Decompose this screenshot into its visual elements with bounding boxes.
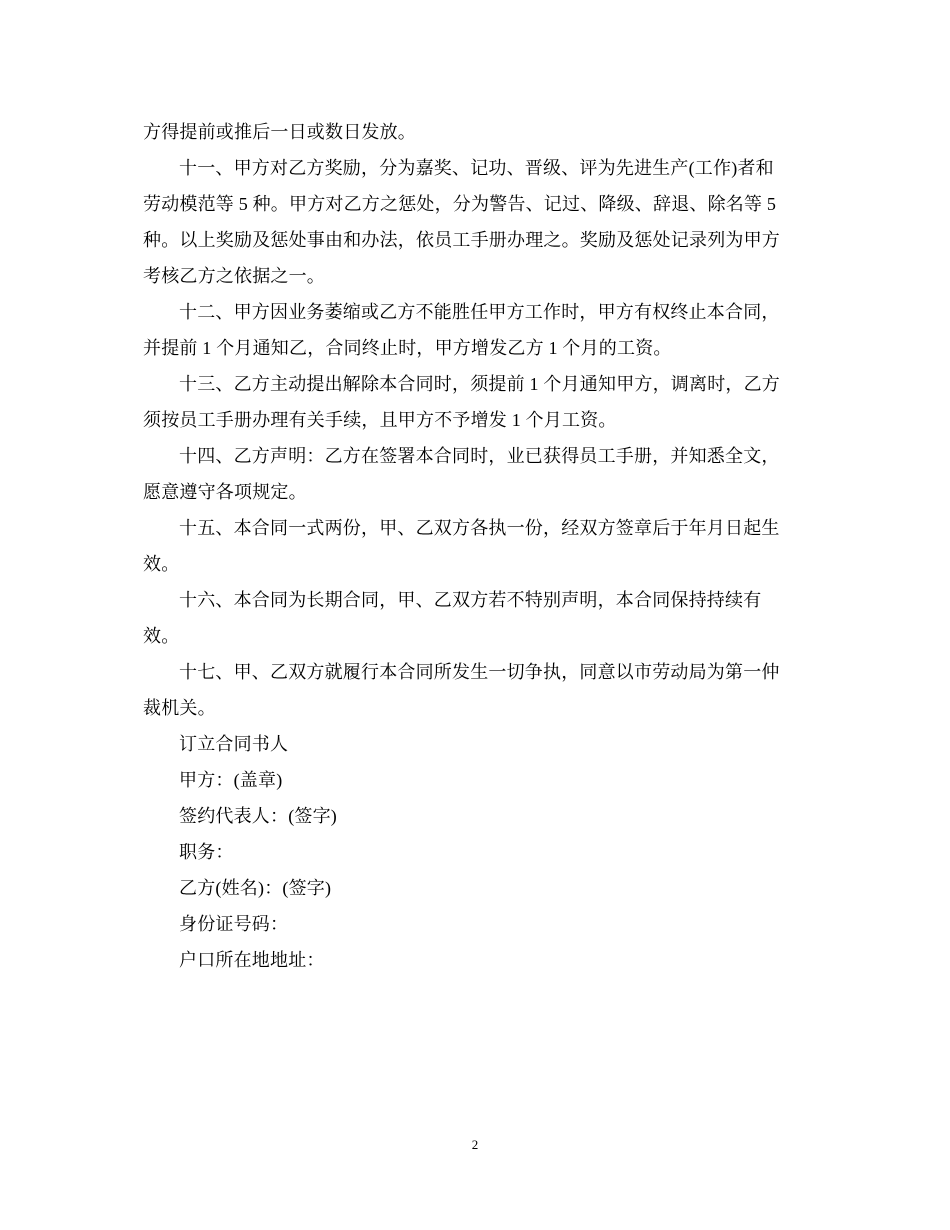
text-line: 十四、乙方声明：乙方在签署本合同时，业已获得员工手册，并知悉全文，: [179, 446, 780, 466]
text-line: 十五、本合同一式两份，甲、乙双方各执一份，经双方签章后于年月日起生: [179, 518, 780, 538]
representative-signature-line: 签约代表人：(签字): [179, 806, 337, 826]
signature-block: [143, 726, 803, 978]
text-line: 十七、甲、乙双方就履行本合同所发生一切争执，同意以市劳动局为第一仲: [179, 662, 780, 682]
text-line: 并提前 1 个月通知乙，合同终止时，甲方增发乙方 1 个月的工资。: [143, 338, 672, 358]
party-b-signature-line: 乙方(姓名)：(签字): [179, 878, 332, 898]
text-line: 十二、甲方因业务萎缩或乙方不能胜任甲方工作时，甲方有权终止本合同，: [179, 302, 780, 322]
position-line: 职务：: [179, 842, 234, 862]
text-line: 十三、乙方主动提出解除本合同时，须提前 1 个月通知甲方，调离时，乙方: [179, 374, 780, 394]
text-line: 十六、本合同为长期合同，甲、乙双方若不特别声明，本合同保持持续有: [179, 590, 762, 610]
party-a-seal-line: 甲方：(盖章): [179, 770, 283, 790]
id-number-line: 身份证号码：: [179, 914, 289, 934]
text-line: 方得提前或推后一日或数日发放。: [143, 122, 416, 142]
page-number: 2: [471, 1137, 479, 1152]
text-line: 须按员工手册办理有关手续，且甲方不予增发 1 个月工资。: [143, 410, 617, 430]
clause-seventeen: [143, 654, 803, 726]
household-address-line: 户口所在地地址：: [179, 950, 325, 970]
text-line: 效。: [143, 626, 180, 646]
paragraph-continued: [143, 114, 803, 150]
signature-heading: 订立合同书人: [179, 734, 289, 754]
text-line: 效。: [143, 554, 180, 574]
document-body: [143, 114, 803, 978]
clause-fourteen: [143, 438, 803, 510]
text-line: 劳动模范等 5 种。甲方对乙方之惩处，分为警告、记过、降级、辞退、除名等 5: [143, 194, 777, 214]
clause-eleven: [143, 150, 803, 294]
clause-twelve: [143, 294, 803, 366]
text-line: 种。以上奖励及惩处事由和办法，依员工手册办理之。奖励及惩处记录列为甲方: [143, 230, 780, 250]
text-line: 考核乙方之依据之一。: [143, 266, 325, 286]
clause-thirteen: [143, 366, 803, 438]
clause-fifteen: [143, 510, 803, 582]
text-line: 愿意遵守各项规定。: [143, 482, 307, 502]
clause-sixteen: [143, 582, 803, 654]
text-line: 十一、甲方对乙方奖励，分为嘉奖、记功、晋级、评为先进生产(工作)者和: [179, 158, 774, 178]
text-line: 裁机关。: [143, 698, 216, 718]
